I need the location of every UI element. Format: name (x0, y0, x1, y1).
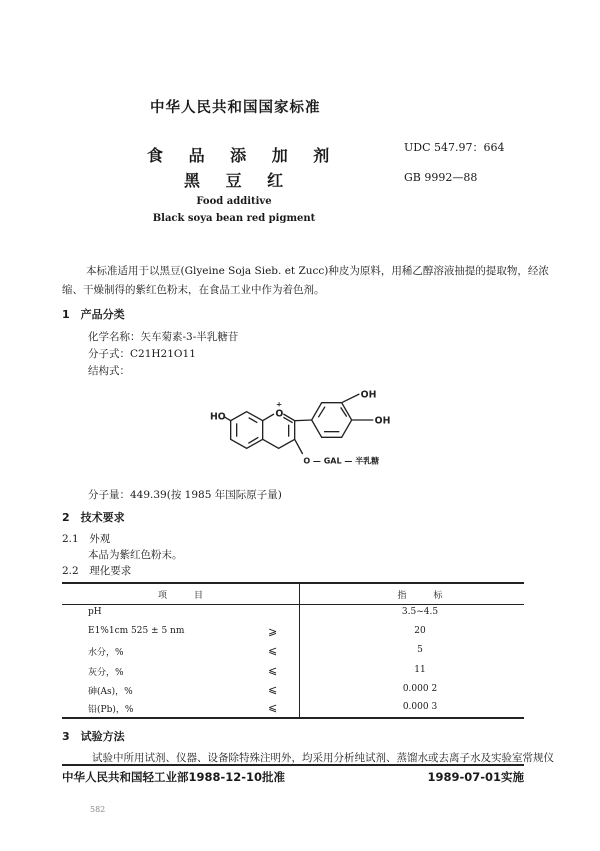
footer-rule (62, 764, 524, 766)
structural-formula (200, 380, 440, 490)
row-item: 砷(As)，% (88, 687, 133, 697)
title-line-2: 黑 豆 红 (184, 171, 284, 190)
section-3-heading: 3 试验方法 (62, 730, 125, 743)
intro-line-2: 缩、干燥制得的紫红色粉末，在食品工业中作为着色剂。 (62, 284, 325, 296)
header-value: 指 标 (397, 591, 443, 601)
formula-label: 分子式： (88, 348, 130, 360)
table-header-rule (62, 604, 524, 605)
row-value: 3.5~4.5 (401, 607, 439, 617)
section-2-heading: 2 技术要求 (62, 511, 125, 524)
row-item: 铅(Pb)，% (88, 705, 134, 715)
row-value: 0.000 3 (402, 702, 438, 712)
english-title-2: Black soya bean red pigment (152, 213, 316, 224)
formula-value: C21H21O11 (130, 348, 196, 360)
row-item: 灰分，% (88, 668, 124, 678)
appearance-text: 本品为紫红色粉末。 (88, 549, 183, 561)
chemical-name: 化学名称：矢车菊素-3-半乳糖苷 (88, 331, 239, 343)
intro-line-1: 本标准适用于以黑豆(Glyeine Soja Sieb. et Zucc)种皮为原料，用稀乙醇溶液抽提的提取物，经浓 (86, 265, 549, 277)
udc-number: UDC 547.97：664 (404, 141, 505, 154)
page-number: 582 (90, 805, 106, 814)
row-operator: ⩽ (268, 683, 278, 696)
plus-sign: + (276, 399, 283, 409)
national-standard-label: 中华人民共和国国家标准 (150, 100, 321, 116)
section-3-text: 试验中所用试剂、仪器、设备除特殊注明外，均采用分析纯试剂、蒸馏水或去离子水及实验室常规仪 (92, 752, 554, 764)
section-2-1-heading: 2.1 外观 (62, 533, 111, 545)
row-value: 5 (417, 645, 423, 655)
row-value: 0.000 2 (402, 684, 438, 694)
molecular-formula (88, 346, 196, 361)
structure-label: 结构式： (88, 365, 130, 377)
substituent-label: O — GAL — 半乳糖 (303, 456, 380, 466)
table-top-rule (62, 582, 524, 584)
row-item: E1%1cm 525 ± 5 nm (88, 626, 185, 636)
approval-date: 中华人民共和国轻工业部1988-12-10批准 (62, 770, 286, 784)
table-bottom-rule (62, 717, 524, 719)
oh-right-label: OH (374, 415, 391, 427)
molecular-weight: 分子量：449.39(按 1985 年国际原子量) (88, 489, 282, 501)
benzo-ring (231, 412, 263, 449)
row-value: 20 (414, 626, 426, 636)
pyran-ring (263, 414, 274, 421)
row-item: pH (88, 607, 102, 617)
section-2-2-heading: 2.2 理化要求 (62, 565, 132, 577)
effective-date: 1989-07-01实施 (427, 770, 524, 784)
row-operator: ⩽ (268, 644, 278, 657)
row-operator: ⩽ (268, 701, 278, 714)
oh-top-label: OH (360, 389, 377, 401)
row-item: 水分，% (88, 648, 124, 658)
section-1-heading: 1 产品分类 (62, 308, 125, 321)
row-operator: ⩾ (268, 625, 278, 638)
row-value: 11 (414, 665, 426, 675)
header-item: 项 目 (157, 591, 203, 601)
english-title-1: Food additive (196, 196, 272, 207)
row-operator: ⩽ (268, 664, 278, 677)
gb-number: GB 9992—88 (404, 171, 478, 184)
ho-left-label: HO (210, 411, 226, 423)
title-line-1: 食 品 添 加 剂 (147, 146, 330, 165)
oxonium-label: O (275, 408, 284, 420)
